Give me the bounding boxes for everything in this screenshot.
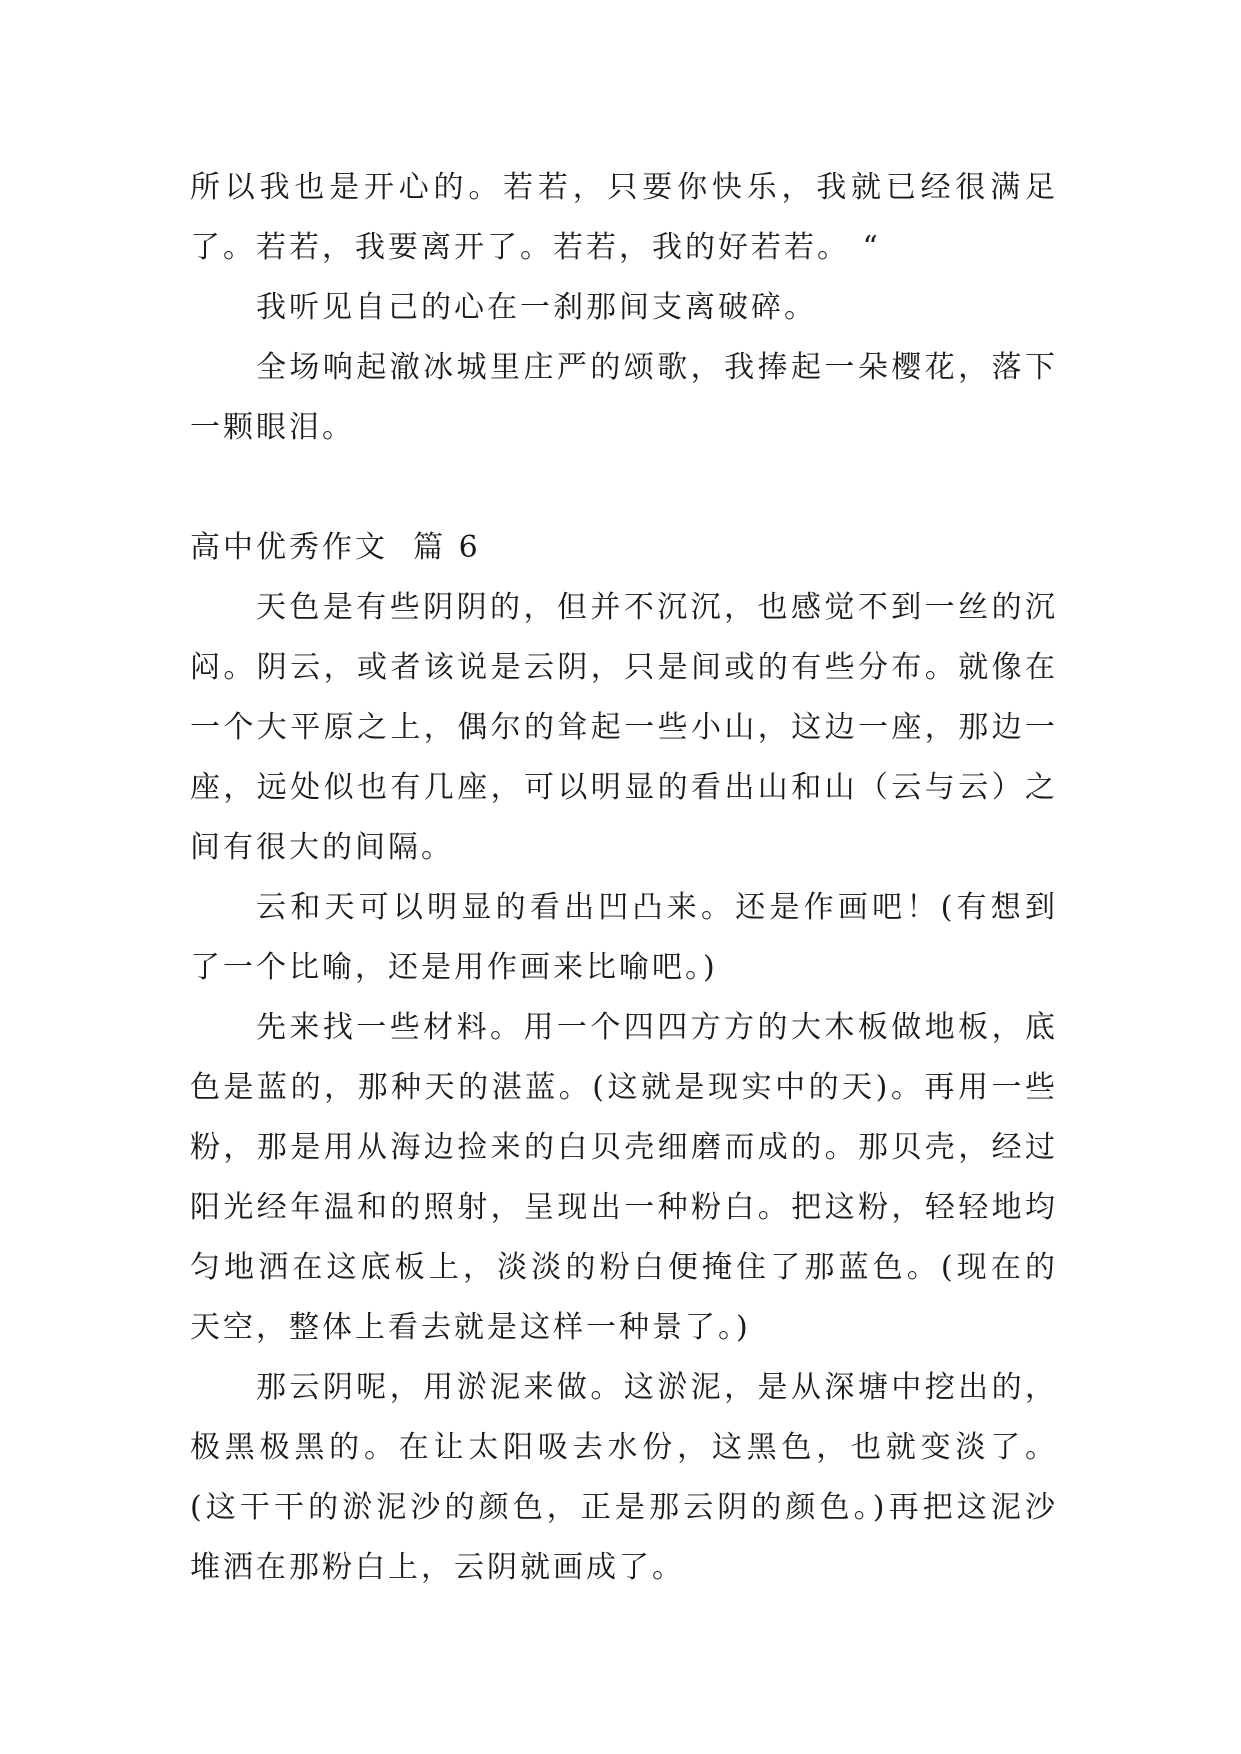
section-spacer	[190, 458, 1058, 518]
document-page	[190, 158, 1058, 1598]
paragraph: 我听见自己的心在一刹那间支离破碎。	[256, 290, 817, 325]
paragraph: 全场响起澈冰城里庄严的颂歌，我捧起一朵樱花，落下一颗眼泪。	[190, 350, 1058, 445]
paragraph: 天色是有些阴阴的，但并不沉沉，也感觉不到一丝的沉闷。阴云，或者该说是云阴，只是间或的有些分布。就像在一个大平原之上，偶尔的耸起一些小山，这边一座，那边一座，远处似也有几座，可以明显的看出山和山（云与云）之间有很大的间隔。	[190, 590, 1058, 865]
paragraph-continuation: 所以我也是开心的。若若，只要你快乐，我就已经很满足了。若若，我要离开了。若若，我的好若若。 “	[190, 170, 1058, 265]
paragraph: 先来找一些材料。用一个四四方方的大木板做地板，底色是蓝的，那种天的湛蓝。(这就是现实中的天)。再用一些粉，那是用从海边捡来的白贝壳细磨而成的。那贝壳，经过阳光经年温和的照射，呈现出一种粉白。把这粉，轻轻地均匀地洒在这底板上，淡淡的粉白便掩住了那蓝色。(现在的天空，整体上看去就是这样一种景了。)	[190, 1010, 1058, 1345]
section-title: 高中优秀作文 篇 6	[190, 530, 481, 565]
paragraph: 那云阴呢，用淤泥来做。这淤泥，是从深塘中挖出的，极黑极黑的。在让太阳吸去水份，这黑色，也就变淡了。(这干干的淤泥沙的颜色，正是那云阴的颜色。)再把这泥沙堆洒在那粉白上，云阴就画成了。	[190, 1370, 1058, 1585]
paragraph: 云和天可以明显的看出凹凸来。还是作画吧！(有想到了一个比喻，还是用作画来比喻吧。)	[190, 890, 1058, 985]
